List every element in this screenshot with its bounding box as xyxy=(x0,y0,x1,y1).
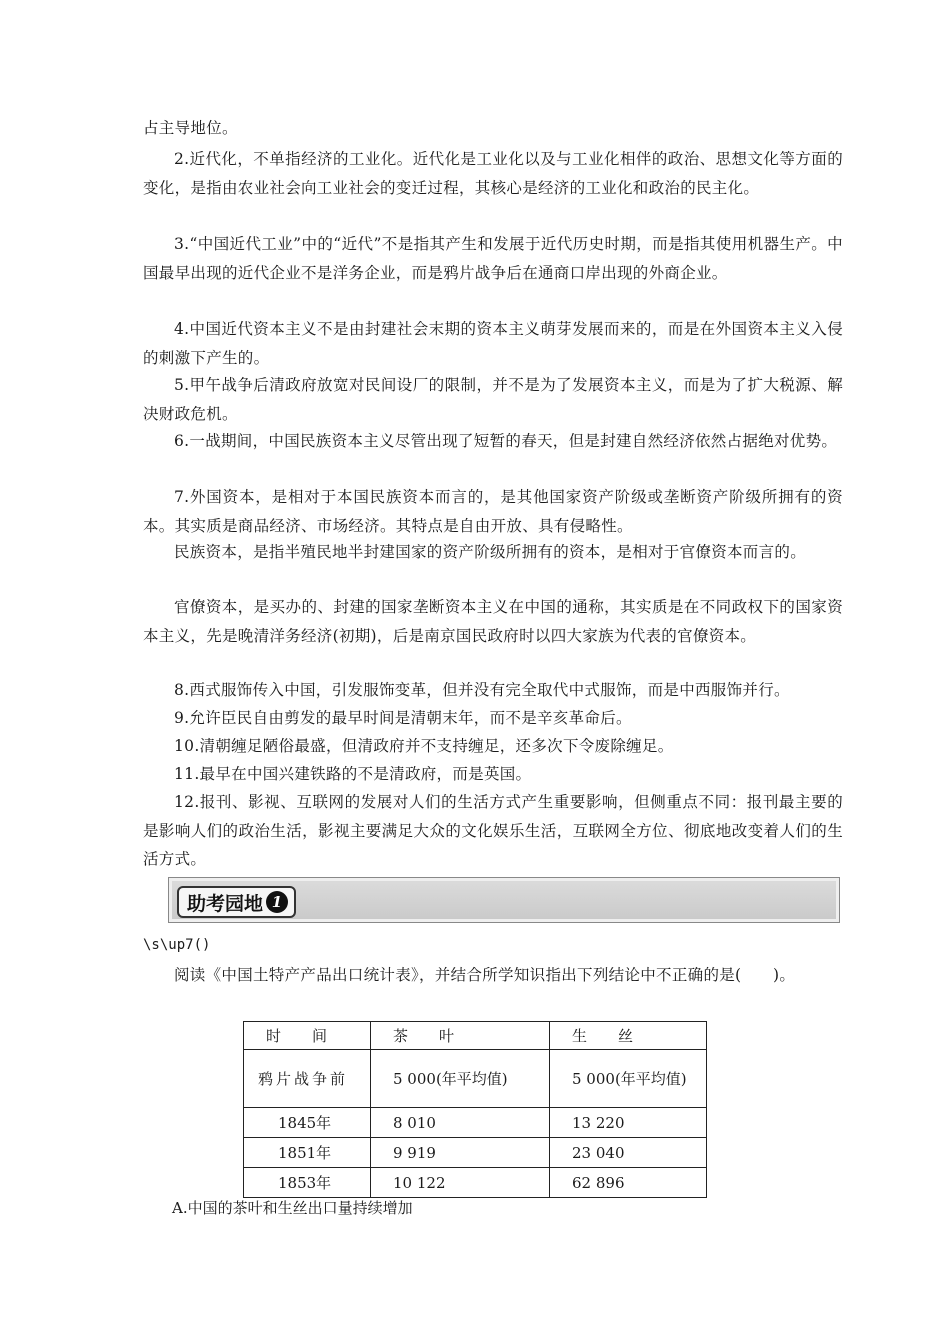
cell-tea: 5 000(年平均值) xyxy=(371,1050,550,1108)
paragraph-point-12: 12.报刊、影视、互联网的发展对人们的生活方式产生重要影响，但侧重点不同：报刊最主要的是影响人们的政治生活，影视主要满足大众的文化娱乐生活，互联网全方位、彻底地改变着人们的生活方式。 xyxy=(143,793,843,868)
question-text: 阅读《中国土特产产品出口统计表》，并结合所学知识指出下列结论中不正确的是( )。 xyxy=(174,966,796,984)
paragraph-point-11: 11.最早在中国兴建铁路的不是清政府，而是英国。 xyxy=(174,765,532,783)
cell-tea: 10 122 xyxy=(371,1168,550,1198)
option-a: A.中国的茶叶和生丝出口量持续增加 xyxy=(172,1199,413,1217)
header-silk: 生 丝 xyxy=(550,1022,707,1050)
header-tea: 茶 叶 xyxy=(371,1022,550,1050)
header-time: 时 间 xyxy=(244,1022,371,1050)
paragraph-point-10: 10.清朝缠足陋俗最盛，但清政府并不支持缠足，还多次下令废除缠足。 xyxy=(174,737,674,755)
paragraph-point-7: 7.外国资本，是相对于本国民族资本而言的，是其他国家资产阶级或垄断资产阶级所拥有的资本。其实质是商品经济、市场经济。其特点是自由开放、具有侵略性。 xyxy=(143,488,843,535)
paragraph-point-4: 4.中国近代资本主义不是由封建社会末期的资本主义萌芽发展而来的，而是在外国资本主义入侵的刺激下产生的。 xyxy=(143,320,843,367)
cell-year: 1845年 xyxy=(244,1108,371,1138)
cell-tea: 8 010 xyxy=(371,1108,550,1138)
table-row xyxy=(244,1050,707,1108)
cell-tea: 9 919 xyxy=(371,1138,550,1168)
cell-year: 1851年 xyxy=(244,1138,371,1168)
export-statistics-table xyxy=(243,1021,707,1198)
paragraph-point-5: 5.甲午战争后清政府放宽对民间设厂的限制，并不是为了发展资本主义，而是为了扩大税源、解决财政危机。 xyxy=(143,376,843,423)
cell-silk: 23 040 xyxy=(550,1138,707,1168)
cell-silk: 62 896 xyxy=(550,1168,707,1198)
paragraph-point-8: 8.西式服饰传入中国，引发服饰变革，但并没有完全取代中式服饰，而是中西服饰并行。 xyxy=(174,681,790,699)
paragraph-bureaucratic-capital: 官僚资本，是买办的、封建的国家垄断资本主义在中国的通称，其实质是在不同政权下的国家资本主义，先是晚清洋务经济(初期)，后是南京国民政府时以四大家族为代表的官僚资本。 xyxy=(143,598,843,645)
cell-period: 鸦片战争前 xyxy=(244,1050,371,1108)
paragraph-point-6: 6.一战期间，中国民族资本主义尽管出现了短暂的春天，但是封建自然经济依然占据绝对优势。 xyxy=(174,432,838,450)
cell-year: 1853年 xyxy=(244,1168,371,1198)
cell-silk: 5 000(年平均值) xyxy=(550,1050,707,1108)
paragraph-national-capital: 民族资本，是指半殖民地半封建国家的资产阶级所拥有的资本，是相对于官僚资本而言的。 xyxy=(174,543,807,561)
table-row xyxy=(244,1108,707,1138)
banner-number-badge: 1 xyxy=(266,891,288,913)
cell-silk: 13 220 xyxy=(550,1108,707,1138)
paragraph-point-3: 3.“中国近代工业”中的“近代”不是指其产生和发展于近代历史时期，而是指其使用机器生产。中国最早出现的近代企业不是洋务企业，而是鸦片战争后在通商口岸出现的外商企业。 xyxy=(143,235,843,282)
table-row xyxy=(244,1168,707,1198)
banner-tab xyxy=(177,886,296,918)
paragraph-point-2: 2.近代化，不单指经济的工业化。近代化是工业化以及与工业化相伴的政治、思想文化等方面的变化，是指由农业社会向工业社会的变迁过程，其核心是经济的工业化和政治的民主化。 xyxy=(143,150,843,197)
paragraph-continuation: 占主导地位。 xyxy=(143,119,238,137)
banner-label: 助考园地 xyxy=(187,892,264,915)
section-banner xyxy=(168,877,840,923)
table-header-row xyxy=(244,1022,707,1050)
paragraph-point-9: 9.允许臣民自由剪发的最早时间是清朝末年，而不是辛亥革命后。 xyxy=(174,709,632,727)
field-code-line: \s\up7() xyxy=(143,937,211,953)
table-row xyxy=(244,1138,707,1168)
